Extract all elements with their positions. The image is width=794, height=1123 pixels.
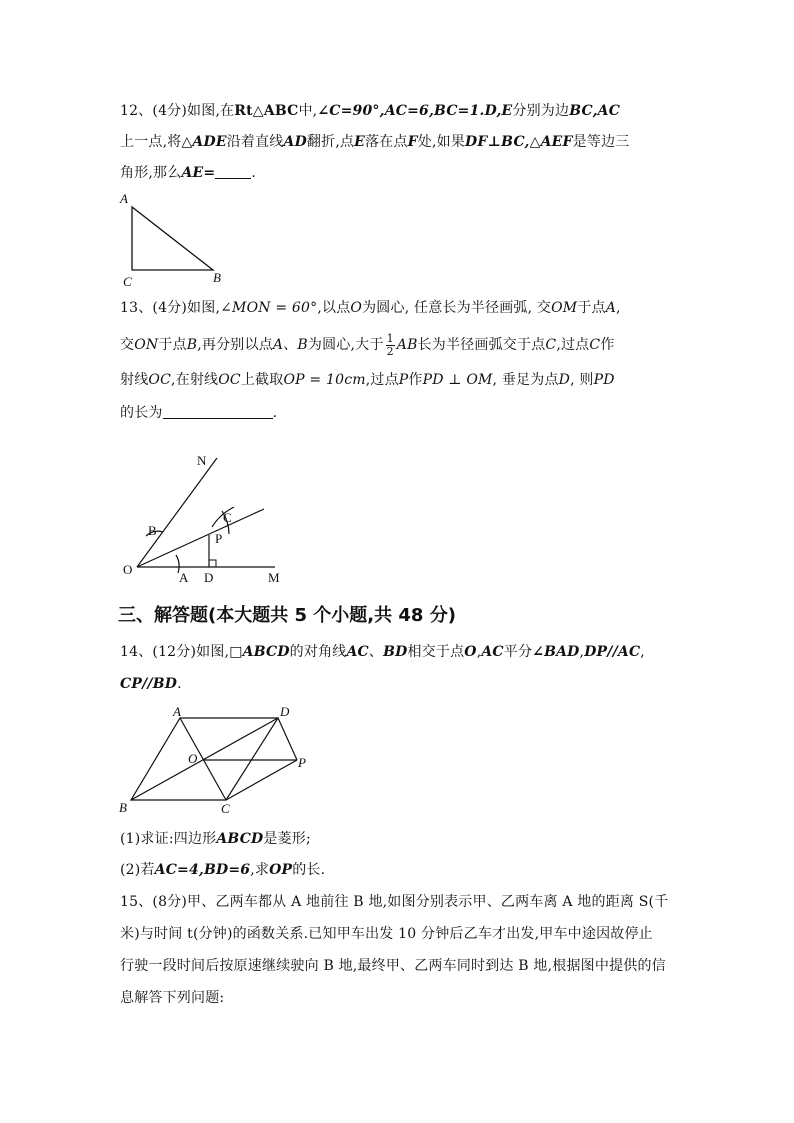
- diagonal-ac: [180, 718, 226, 800]
- q15-line-3: 行驶一段时间后按原速继续驶向 B 地,最终甲、乙两车同时到达 B 地,根据图中提供的信: [120, 958, 666, 974]
- label-m: M: [268, 570, 280, 585]
- q12-line-3: 角形,那么AE= .: [120, 165, 256, 181]
- label-a: A: [179, 570, 189, 585]
- q15-line-2: 米)与时间 t(分钟)的函数关系.已知甲车出发 10 分钟后乙车才出发,甲车中途因故停止: [120, 926, 653, 942]
- label-p: P: [215, 531, 223, 546]
- label-a: A: [120, 191, 128, 206]
- label-b: B: [119, 800, 127, 815]
- q13-line-2: 交ON于点B,再分别以点A、B为圆心,大于 $\frac{1}{2}$ AB长为半径画弧交于点C,过点C作: [120, 331, 615, 358]
- label-c: C: [223, 510, 232, 525]
- label-c: C: [221, 801, 230, 816]
- q13-line-4: 的长为 .: [120, 405, 278, 421]
- q15-line-4: 息解答下列问题:: [120, 990, 225, 1006]
- label-n: N: [197, 453, 207, 468]
- label-o: O: [188, 751, 198, 766]
- label-b: B: [213, 270, 221, 285]
- q13-line-1: 13、(4分)如图,∠MON = 60°,以点O为圆心, 任意长为半径画弧, 交OM于点A,: [120, 300, 621, 316]
- q14-sub-2: (2)若AC=4,BD=6,求OP的长.: [120, 862, 326, 878]
- label-p: P: [298, 755, 306, 770]
- q15-line-1: 15、(8分)甲、乙两车都从 A 地前往 B 地,如图分别表示甲、乙两车离 A 地的距离 S(千: [120, 894, 669, 910]
- label-d: D: [204, 570, 214, 585]
- label-o: O: [123, 562, 133, 577]
- q14-line-1: 14、(12分)如图,□ABCD的对角线AC、BD相交于点O,AC平分∠BAD,DP//AC,: [120, 644, 645, 660]
- label-d: D: [280, 704, 290, 719]
- q14-sub-1: (1)求证:四边形ABCD是菱形;: [120, 831, 311, 847]
- q12-line-1: 12、(4分)如图,在Rt△ABC中,∠C=90°,AC=6,BC=1.D,E分别为边BC,AC: [120, 103, 621, 119]
- label-b: B: [148, 523, 157, 538]
- q12-line-2: 上一点,将△ADE沿着直线AD翻折,点E落在点F处,如果DF⊥BC,△AEF是等边三: [120, 134, 630, 150]
- section-heading: 三、解答题(本大题共 5 个小题,共 48 分): [118, 605, 456, 626]
- label-a: A: [173, 704, 181, 719]
- q13-line-3: 射线OC,在射线OC上截取OP = 10cm,过点P作PD ⊥ OM, 垂足为点D, 则PD: [120, 372, 615, 388]
- segment-dp: [278, 718, 297, 760]
- q14-line-2: CP//BD.: [120, 676, 182, 692]
- label-c: C: [123, 274, 132, 289]
- fraction-one-half: $\frac{1}{2}$: [386, 331, 394, 358]
- segment-cp: [226, 760, 297, 800]
- diagonal-bd: [131, 718, 278, 800]
